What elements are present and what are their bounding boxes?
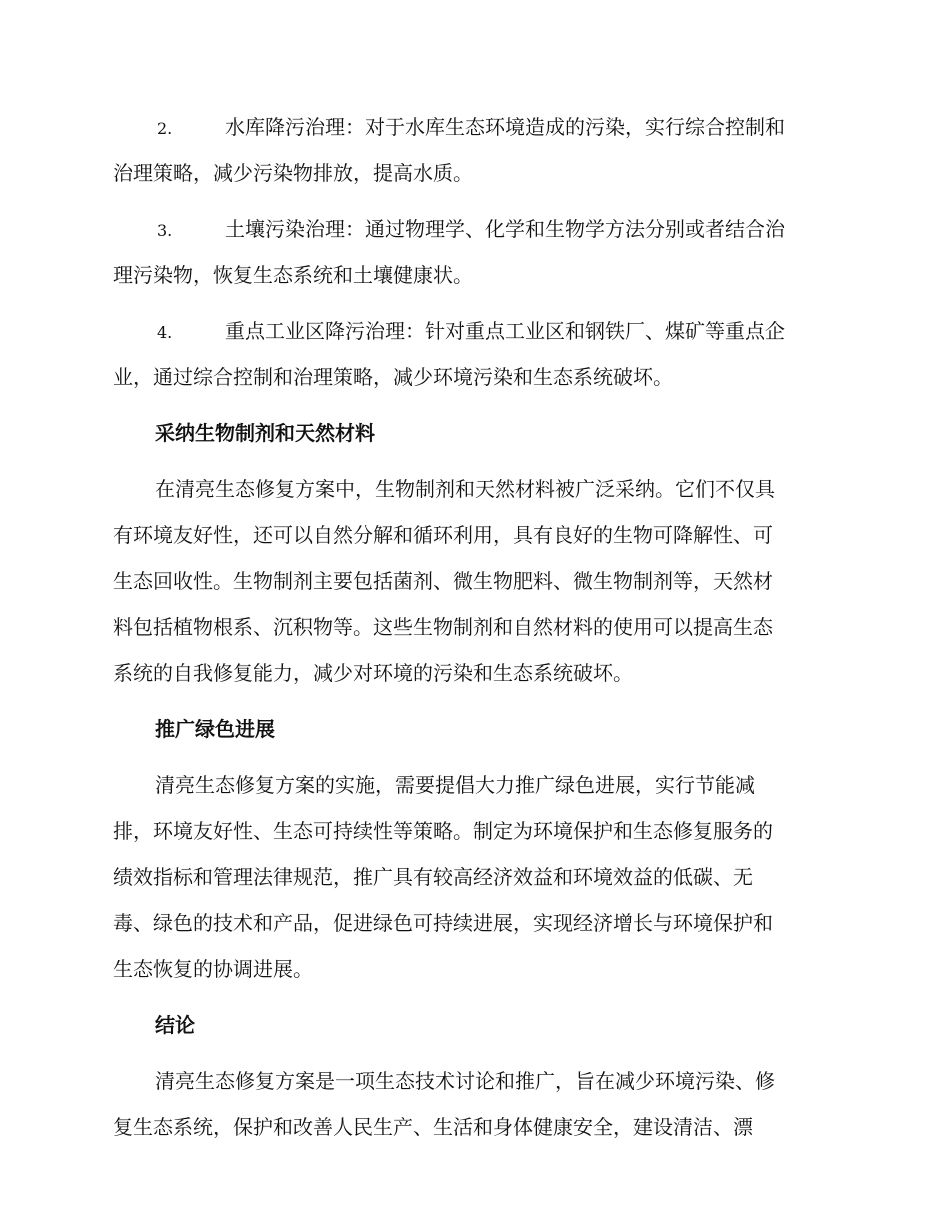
paragraph-line: 毒、绿色的技术和产品，促进绿色可持续进展，实现经济增长与环境保护和 <box>113 911 773 935</box>
list-text: 土壤污染治理：通过物理学、化学和生物学方法分别或者结合治 <box>225 217 785 241</box>
list-item-4 <box>113 308 835 400</box>
section-green-development <box>113 706 835 992</box>
paragraph-line: 清亮生态修复方案的实施，需要提倡大力推广绿色进展，实行节能减 <box>155 773 755 797</box>
list-item-3 <box>113 206 835 298</box>
paragraph-line: 生态回收性。生物制剂主要包括菌剂、微生物肥料、微生物制剂等，天然材 <box>113 569 773 593</box>
list-item-line <box>113 308 835 354</box>
list-number: 4. <box>157 323 173 342</box>
paragraph-line: 在清亮生态修复方案中，生物制剂和天然材料被广泛采纳。它们不仅具 <box>155 477 775 501</box>
section-conclusion <box>113 1002 835 1150</box>
paragraph-line: 料包括植物根系、沉积物等。这些生物制剂和自然材料的使用可以提高生态 <box>113 615 773 639</box>
paragraph-line: 复生态系统，保护和改善人民生产、生活和身体健康安全，建设清洁、漂 <box>113 1115 753 1139</box>
paragraph-line: 系统的自我修复能力，减少对环境的污染和生态系统破坏。 <box>113 661 633 685</box>
list-number: 3. <box>157 221 173 240</box>
paragraph-line: 绩效指标和管理法律规范，推广具有较高经济效益和环境效益的低碳、无 <box>113 865 753 889</box>
list-item-line <box>113 206 835 252</box>
list-item-2 <box>113 104 835 196</box>
paragraph-line: 有环境友好性，还可以自然分解和循环利用，具有良好的生物可降解性、可 <box>113 523 773 547</box>
list-item-line: 理污染物，恢复生态系统和土壤健康状。 <box>113 263 473 287</box>
section-biological-materials <box>113 410 835 696</box>
section-heading: 采纳生物制剂和天然材料 <box>155 421 375 445</box>
paragraph-line: 排，环境友好性、生态可持续性等策略。制定为环境保护和生态修复服务的 <box>113 819 773 843</box>
list-number: 2. <box>157 119 173 138</box>
list-text: 重点工业区降污治理：针对重点工业区和钢铁厂、煤矿等重点企 <box>225 319 785 343</box>
list-item-line: 治理策略，减少污染物排放，提高水质。 <box>113 161 473 185</box>
paragraph-line: 生态恢复的协调进展。 <box>113 957 313 981</box>
section-heading: 推广绿色进展 <box>155 717 275 741</box>
list-text: 水库降污治理：对于水库生态环境造成的污染，实行综合控制和 <box>225 115 785 139</box>
section-heading: 结论 <box>155 1013 195 1037</box>
list-item-line: 业，通过综合控制和治理策略，减少环境污染和生态系统破坏。 <box>113 365 673 389</box>
list-item-line <box>113 104 835 150</box>
paragraph-line: 清亮生态修复方案是一项生态技术讨论和推广，旨在减少环境污染、修 <box>155 1069 775 1093</box>
document-page <box>113 104 835 1150</box>
